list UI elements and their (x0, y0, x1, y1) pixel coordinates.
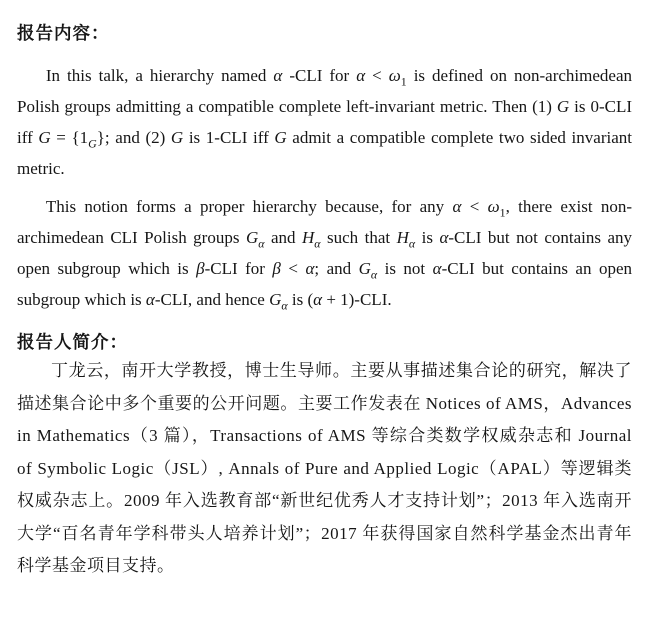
speaker-bio-paragraph: 丁龙云，南开大学教授，博士生导师。主要从事描述集合论的研究，解决了描述集合论中多个重要的公开问题。主要工作发表在 Notices of AMS，Advances in Mathematics（3 篇），Transactions of AMS 等综合类数学权威杂志和 Journal of Symbolic Logic（JSL）, Annals of Pure and Applied Logic（APAL）等逻辑类权威杂志上。2009 年入选教育部“新世纪优秀人才支持计划”；2013 年入选南开大学“百名青年学科带头人培养计划”；2017 年获得国家自然科学基金杰出青年科学基金项目支持。 (17, 361, 632, 575)
section-heading-speaker-bio: 报告人简介： (17, 332, 128, 352)
abstract-paragraph-2: This notion forms a proper hierarchy because, for any $\alpha < \omega_1$, there exist non-archimedean CLI Polish groups $G_\alpha$ and $H_\alpha$ such that $H_\alpha$ is α-CLI but not contains any open subgroup which is β-CLI for β < α; and $G_\alpha$ is not α-CLI but contains an open subgroup which is α-CLI, and hence $G_\alpha$ is (α + 1)-CLI. (17, 197, 633, 313)
section-heading-report-content: 报告内容： (17, 23, 110, 43)
abstract-paragraph-1: In this talk, a hierarchy named α -CLI for $\alpha < \omega_1$ is defined on non-archimedean Polish groups admitting a compatible complete left-invariant metric. Then (1) G is 0-CLI iff $G = \{1_G\}$; and (2) G is 1-CLI iff G admit a compatible complete two sided invariant metric. (17, 66, 633, 178)
